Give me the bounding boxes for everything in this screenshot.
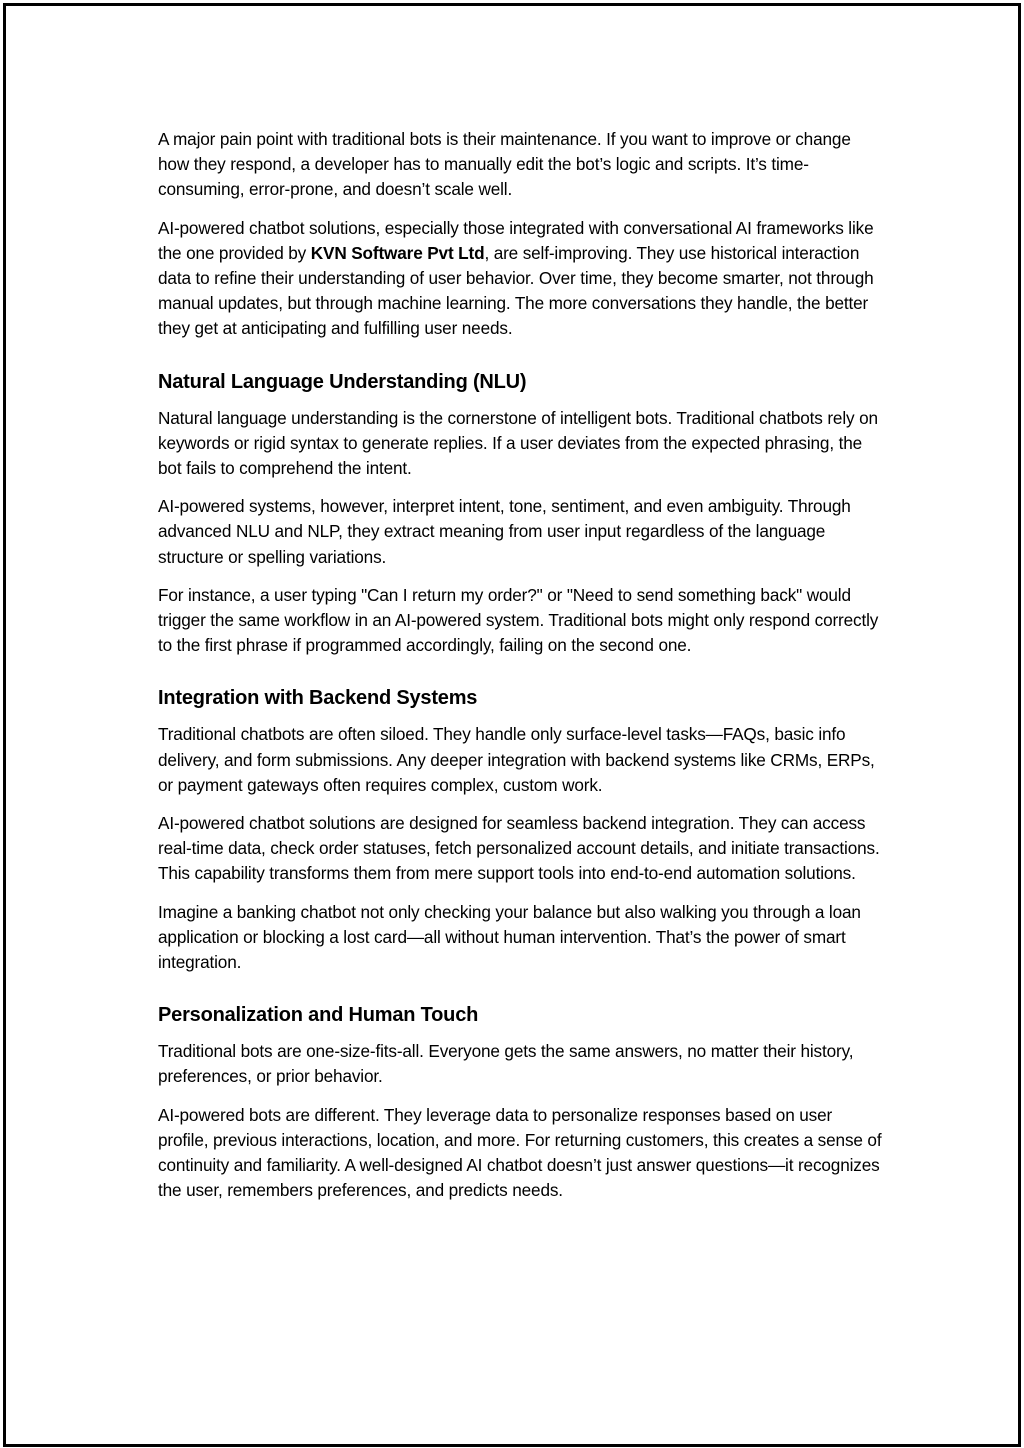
section-heading-nlu: Natural Language Understanding (NLU) (158, 370, 527, 393)
intro-paragraph-self-improving (158, 216, 886, 342)
paragraph-text: , are self-improving. They use historical interaction data to refine their understanding of user behavior. Over time, they become smarter, not through manual updates, but through machine learning. The more conversations they handle, the better they get at anticipating and fulfilling user needs. (158, 242, 874, 339)
document-page (3, 3, 1021, 1447)
section-paragraph: AI-powered systems, however, interpret intent, tone, sentiment, and even ambiguity. Through advanced NLU and NLP, they extract meaning from user input regardless of the language structure or spelling variations. (158, 496, 851, 567)
section-paragraph: For instance, a user typing "Can I return my order?" or "Need to send something back" would trigger the same workflow in an AI-powered system. Traditional bots might only respond correctly to the first phrase if programmed accordingly, failing on the second one. (158, 584, 879, 656)
section-paragraph: Traditional chatbots are often siloed. They handle only surface-level tasks—FAQs, basic info delivery, and form submissions. Any deeper integration with backend systems like CRMs, ERPs, or payment gateways often requires complex, custom work. (158, 724, 875, 795)
section-paragraph: AI-powered chatbot solutions are designed for seamless backend integration. They can access real-time data, check order statuses, fetch personalized account details, and initiate transactions. This capability transforms them from mere support tools into end-to-end automation solutions. (158, 813, 880, 884)
section-paragraph: Natural language understanding is the cornerstone of intelligent bots. Traditional chatbots rely on keywords or rigid syntax to generate replies. If a user deviates from the expected phrasing, the bot fails to comprehend the intent. (158, 407, 878, 479)
section-paragraph: AI-powered bots are different. They leverage data to personalize responses based on user profile, previous interactions, location, and more. For returning customers, this creates a sense of continuity and familiarity. A well-designed AI chatbot doesn’t just answer questions—it recognizes the user, remembers preferences, and predicts needs. (158, 1104, 882, 1201)
section-heading-integration: Integration with Backend Systems (158, 687, 478, 710)
company-name: KVN Software Pvt Ltd (310, 242, 485, 263)
intro-paragraph-maintenance: A major pain point with traditional bots is their maintenance. If you want to improve or change how they respond, a developer has to manually edit the bot’s logic and scripts. It’s time-consuming, error-prone, and doesn’t scale well. (158, 129, 851, 200)
section-heading-personalization: Personalization and Human Touch (158, 1004, 479, 1027)
paragraph-text: AI-powered chatbot solutions, especially those integrated with conversational AI frameworks like the one provided by (158, 217, 874, 263)
section-paragraph: Imagine a banking chatbot not only checking your balance but also walking you through a loan application or blocking a lost card—all without human intervention. That’s the power of smart integration. (158, 901, 861, 973)
document-body (158, 127, 886, 1217)
section-paragraph: Traditional bots are one-size-fits-all. Everyone gets the same answers, no matter their history, preferences, or prior behavior. (158, 1041, 854, 1087)
